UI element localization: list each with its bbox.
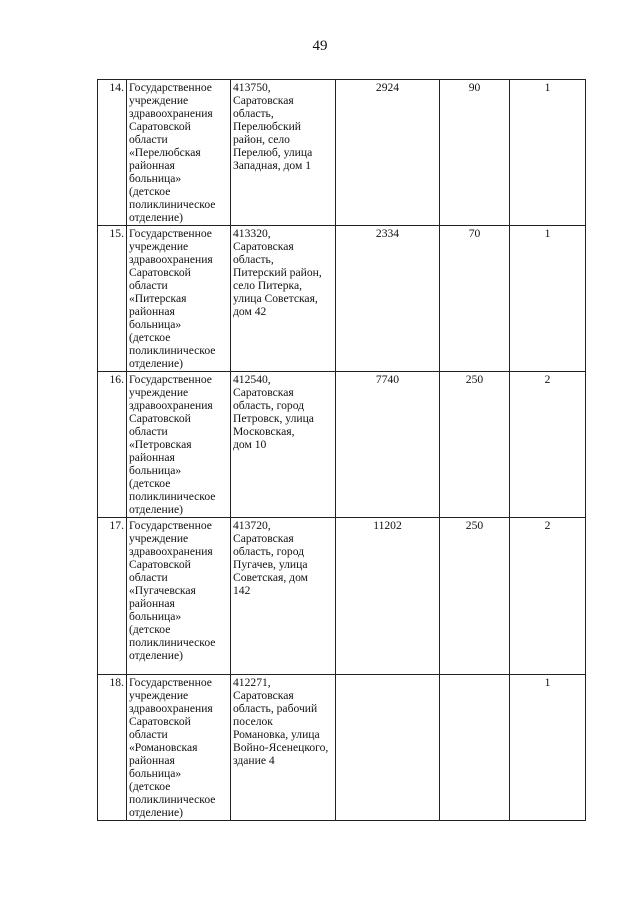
value-col-b bbox=[440, 675, 510, 821]
institution-name: Государственное учреждение здравоохранения Саратовской области «Пугачевская районная больница» (детское поликлиническое отделение) bbox=[127, 518, 231, 675]
table-row bbox=[98, 80, 586, 226]
value-col-c: 1 bbox=[510, 80, 586, 226]
institution-name: Государственное учреждение здравоохранения Саратовской области «Романовская районная больница» (детское поликлиническое отделение) bbox=[127, 675, 231, 821]
page-number: 49 bbox=[312, 38, 328, 54]
value-col-c: 2 bbox=[510, 372, 586, 518]
row-number: 14. bbox=[98, 80, 127, 226]
table-row bbox=[98, 372, 586, 518]
value-col-b: 250 bbox=[440, 518, 510, 675]
institution-address: 412271, Саратовская область, рабочий поселок Романовка, улица Войно-Ясенецкого, здание 4 bbox=[231, 675, 336, 821]
row-number: 16. bbox=[98, 372, 127, 518]
row-number: 17. bbox=[98, 518, 127, 675]
institution-address: 413320, Саратовская область, Питерский район, село Питерка, улица Советская, дом 42 bbox=[231, 226, 336, 372]
institution-address: 413720, Саратовская область, город Пугачев, улица Советская, дом 142 bbox=[231, 518, 336, 675]
row-number: 15. bbox=[98, 226, 127, 372]
table-row bbox=[98, 518, 586, 675]
value-col-a: 2924 bbox=[336, 80, 440, 226]
value-col-c: 1 bbox=[510, 675, 586, 821]
institution-address: 413750, Саратовская область, Перелюбский район, село Перелюб, улица Западная, дом 1 bbox=[231, 80, 336, 226]
value-col-b: 250 bbox=[440, 372, 510, 518]
value-col-a bbox=[336, 675, 440, 821]
institution-name: Государственное учреждение здравоохранения Саратовской области «Питерская районная больница» (детское поликлиническое отделение) bbox=[127, 226, 231, 372]
facilities-table bbox=[97, 79, 586, 821]
value-col-a: 7740 bbox=[336, 372, 440, 518]
table-row bbox=[98, 226, 586, 372]
value-col-b: 90 bbox=[440, 80, 510, 226]
institution-name: Государственное учреждение здравоохранения Саратовской области «Петровская районная больница» (детское поликлиническое отделение) bbox=[127, 372, 231, 518]
value-col-c: 1 bbox=[510, 226, 586, 372]
value-col-c: 2 bbox=[510, 518, 586, 675]
institution-address: 412540, Саратовская область, город Петровск, улица Московская, дом 10 bbox=[231, 372, 336, 518]
value-col-a: 11202 bbox=[336, 518, 440, 675]
row-number: 18. bbox=[98, 675, 127, 821]
value-col-b: 70 bbox=[440, 226, 510, 372]
table-row bbox=[98, 675, 586, 821]
value-col-a: 2334 bbox=[336, 226, 440, 372]
institution-name: Государственное учреждение здравоохранения Саратовской области «Перелюбская районная больница» (детское поликлиническое отделение) bbox=[127, 80, 231, 226]
